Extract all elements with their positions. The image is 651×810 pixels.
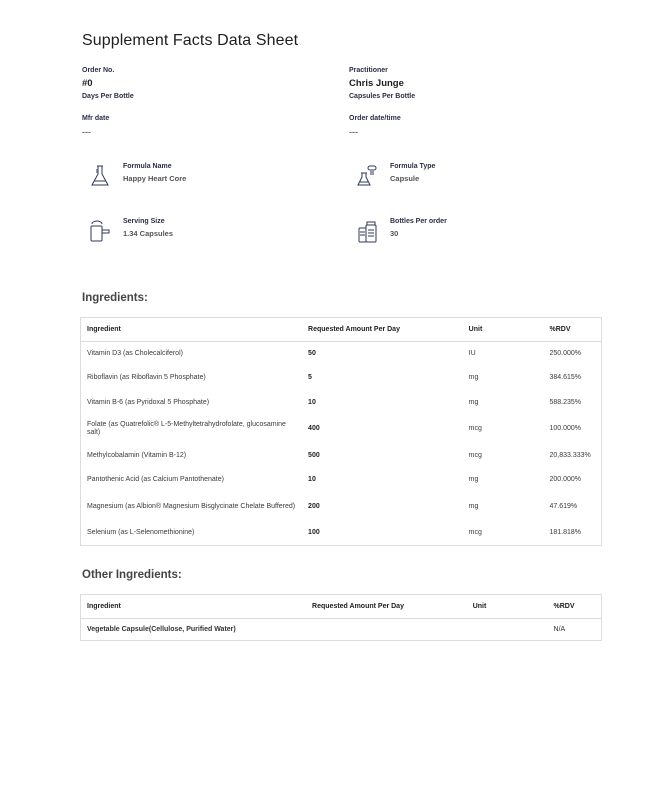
flask-icon	[89, 164, 111, 188]
ingredient-amount: 5	[308, 374, 312, 382]
ingredients-section-title: Ingredients:	[82, 292, 148, 304]
ingredient-name: Folate (as Quatrefolic® L-5-Methyltetrahydrofolate, glucosamine salt)	[87, 421, 286, 437]
col-header-amount: Requested Amount Per Day	[302, 318, 463, 342]
ingredient-unit	[467, 619, 548, 641]
ingredient-rdv: 100.000%	[549, 425, 582, 433]
ingredient-unit: mcg	[468, 425, 482, 433]
ingredients-header-row	[81, 318, 602, 342]
formula-name-label: Formula Name	[123, 163, 172, 170]
ingredients-table	[80, 317, 602, 546]
ingredient-rdv: 20,833.333%	[549, 451, 591, 459]
col-header-rdv: %RDV	[543, 318, 601, 342]
ingredient-unit: mg	[468, 399, 479, 407]
ingredient-unit: mg	[468, 374, 479, 382]
table-row	[81, 521, 602, 546]
table-row	[81, 342, 602, 367]
ingredient-name: Vitamin D3 (as Cholecalciferol)	[87, 350, 183, 358]
order-no-label: Order No.	[82, 67, 115, 74]
ingredient-amount	[306, 619, 467, 641]
ingredient-rdv: N/A	[553, 625, 566, 633]
table-row	[81, 443, 602, 468]
col-header-ingredient: Ingredient	[81, 595, 307, 619]
col-header-rdv: %RDV	[548, 595, 602, 619]
ingredient-amount: 10	[308, 476, 316, 484]
mfr-date-value: ---	[82, 127, 91, 137]
practitioner-value: Chris Junge	[349, 78, 404, 89]
ingredient-name: Riboflavin (as Riboflavin 5 Phosphate)	[87, 374, 206, 382]
ingredient-rdv: 47.619%	[549, 502, 578, 510]
mfr-date-label: Mfr date	[82, 115, 110, 122]
other-ingredients-table	[80, 594, 602, 641]
ingredient-rdv: 250.000%	[549, 350, 582, 358]
serving-size-label: Serving Size	[123, 218, 165, 225]
bottles-per-order-label: Bottles Per order	[390, 218, 447, 225]
col-header-unit: Unit	[463, 318, 544, 342]
ingredient-name: Vegetable Capsule(Cellulose, Purified Water)	[87, 625, 236, 633]
serving-size-value: 1.34 Capsules	[123, 229, 174, 238]
ingredient-rdv: 588.235%	[549, 399, 582, 407]
ingredient-amount: 50	[308, 350, 316, 358]
order-datetime-label: Order date/time	[349, 115, 401, 122]
ingredient-amount: 100	[308, 528, 320, 536]
ingredient-name: Selenium (as L-Selenomethionine)	[87, 528, 195, 536]
order-datetime-value: ---	[349, 127, 358, 137]
ingredient-unit: IU	[468, 350, 476, 358]
ingredient-name: Methylcobalamin (Vitamin B-12)	[87, 451, 187, 459]
formula-type-value: Capsule	[390, 174, 420, 183]
scoop-icon	[89, 220, 111, 244]
table-row	[81, 415, 602, 443]
col-header-unit: Unit	[467, 595, 548, 619]
bottles-per-order-value: 30	[390, 229, 399, 238]
ingredient-unit: mg	[468, 476, 479, 484]
ingredient-unit: mg	[468, 502, 479, 510]
other-ingredients-header-row	[81, 595, 602, 619]
ingredient-amount: 400	[308, 425, 320, 433]
table-row	[81, 468, 602, 493]
formula-type-label: Formula Type	[390, 163, 436, 170]
formula-name-value: Happy Heart Core	[123, 174, 187, 183]
ingredient-unit: mcg	[468, 451, 482, 459]
bottles-icon	[357, 220, 379, 244]
ingredient-name: Magnesium (as Albion® Magnesium Bisglycinate Chelate Buffered)	[87, 502, 296, 510]
col-header-ingredient: Ingredient	[81, 318, 303, 342]
ingredient-rdv: 181.818%	[549, 528, 582, 536]
order-no-value: #0	[82, 78, 93, 89]
ingredient-rdv: 384.615%	[549, 374, 582, 382]
table-row	[81, 391, 602, 416]
table-row	[81, 619, 602, 641]
capsule-beaker-icon	[357, 164, 379, 188]
table-row	[81, 366, 602, 391]
days-per-bottle-label: Days Per Bottle	[82, 93, 134, 100]
capsules-per-bottle-label: Capsules Per Bottle	[349, 93, 416, 100]
ingredient-amount: 200	[308, 502, 320, 510]
page-title: Supplement Facts Data Sheet	[82, 32, 299, 49]
ingredient-name: Vitamin B-6 (as Pyridoxal 5 Phosphate)	[87, 399, 210, 407]
ingredient-unit: mcg	[468, 528, 482, 536]
ingredient-amount: 10	[308, 399, 316, 407]
ingredient-rdv: 200.000%	[549, 476, 582, 484]
ingredient-name: Pantothenic Acid (as Calcium Pantothenate)	[87, 476, 224, 484]
col-header-amount: Requested Amount Per Day	[306, 595, 467, 619]
practitioner-label: Practitioner	[349, 67, 388, 74]
other-ingredients-section-title: Other Ingredients:	[82, 569, 182, 581]
table-row	[81, 493, 602, 521]
ingredient-amount: 500	[308, 451, 320, 459]
